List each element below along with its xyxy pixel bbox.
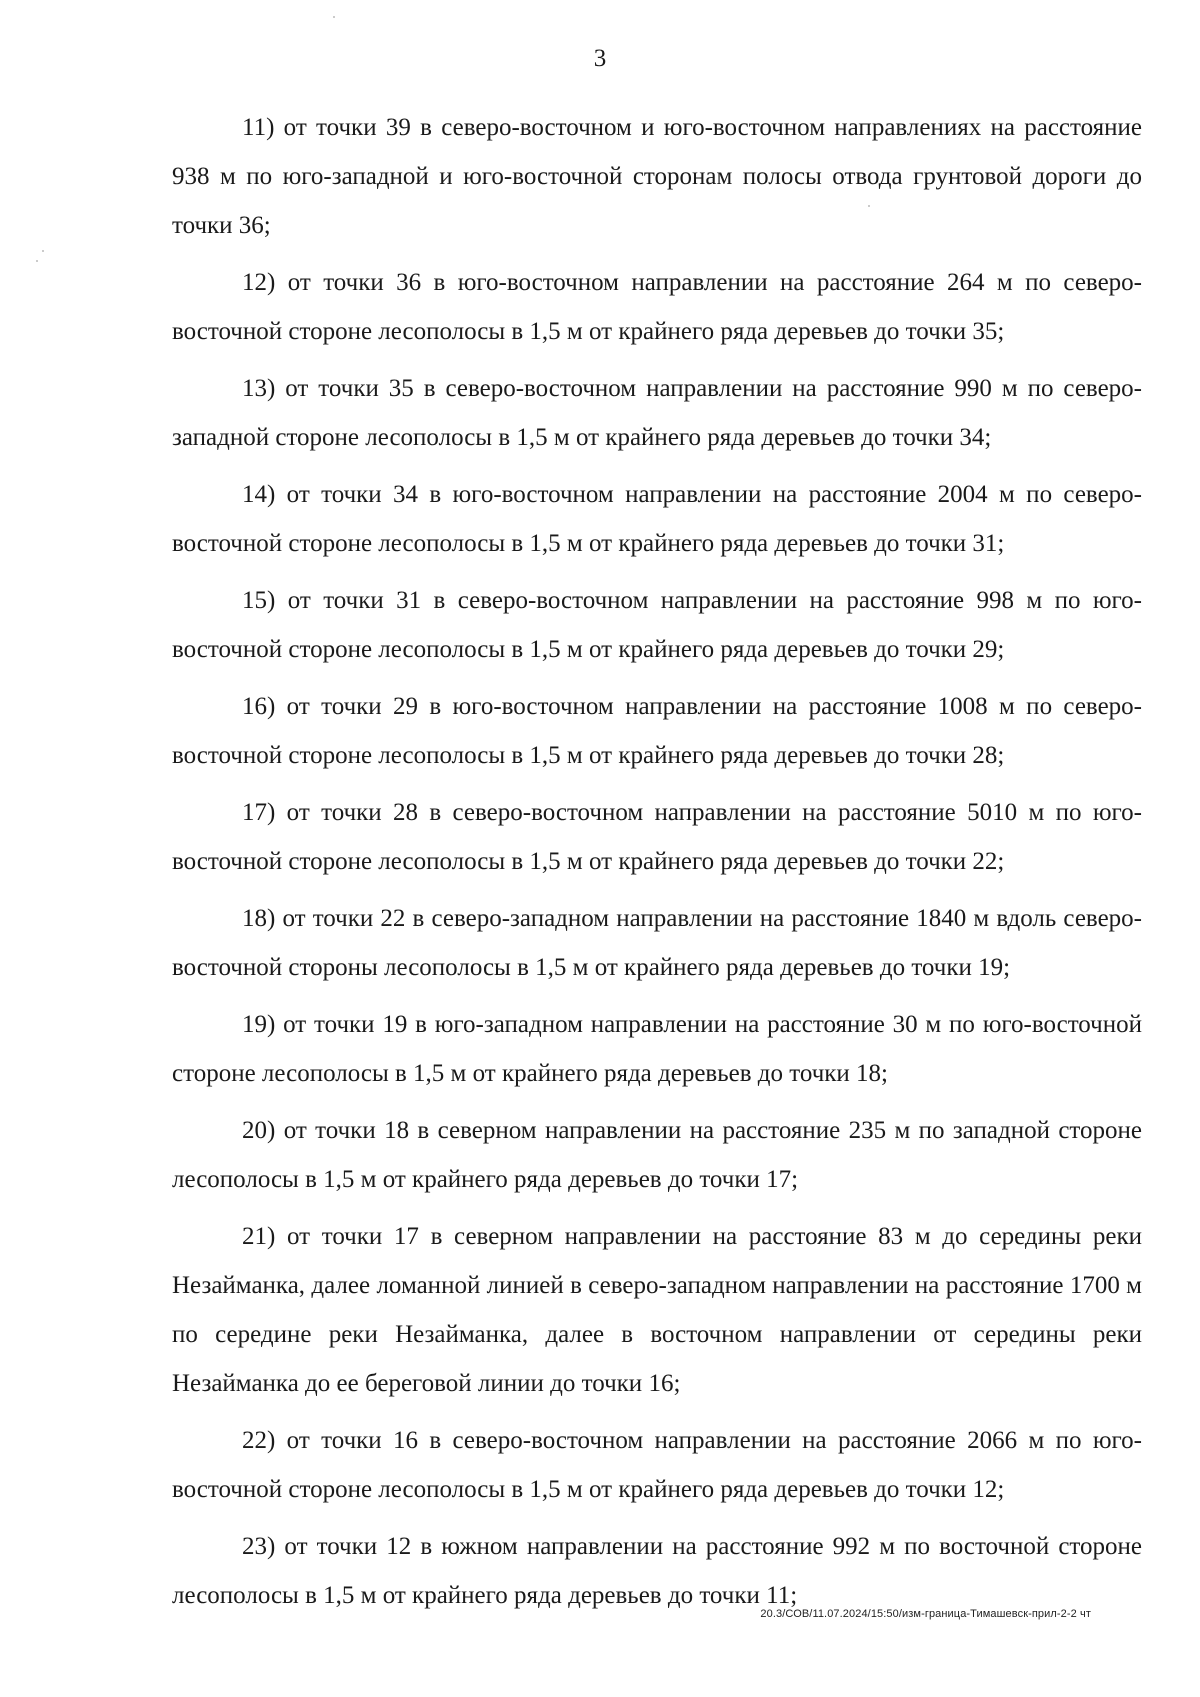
paragraph-19: 19) от точки 19 в юго-западном направлении на расстояние 30 м по юго-восточной стороне лесополосы в 1,5 м от крайнего ряда деревьев до точки 18; [172, 1011, 1142, 1087]
paragraph-18: 18) от точки 22 в северо-западном направлении на расстояние 1840 м вдоль северо-восточной стороны лесополосы в 1,5 м от крайнего ряда деревьев до точки 19; [172, 905, 1142, 981]
paragraph-15: 15) от точки 31 в северо-восточном направлении на расстояние 998 м по юго-восточной стороне лесополосы в 1,5 м от крайнего ряда деревьев до точки 29; [172, 587, 1142, 663]
paragraph-17: 17) от точки 28 в северо-восточном направлении на расстояние 5010 м по юго-восточной стороне лесополосы в 1,5 м от крайнего ряда деревьев до точки 22; [172, 799, 1142, 875]
paragraph-13: 13) от точки 35 в северо-восточном направлении на расстояние 990 м по северо-западной стороне лесополосы в 1,5 м от крайнего ряда деревьев до точки 34; [172, 375, 1142, 451]
document-footer-code: 20.3/СОВ/11.07.2024/15:50/изм-граница-Тимашевск-прил-2-2 чт [760, 1608, 1091, 1620]
scan-speck [36, 260, 38, 262]
paragraph-23: 23) от точки 12 в южном направлении на расстояние 992 м по восточной стороне лесополосы в 1,5 м от крайнего ряда деревьев до точки 11; [172, 1533, 1142, 1609]
paragraph-20: 20) от точки 18 в северном направлении на расстояние 235 м по западной стороне лесополосы в 1,5 м от крайнего ряда деревьев до точки 17; [172, 1117, 1142, 1193]
paragraph-21: 21) от точки 17 в северном направлении на расстояние 83 м до середины реки Незайманка, далее ломанной линией в северо-западном направлении на расстояние 1700 м по середине реки Незайманка, далее в восточном направлении от середины реки Незайманка до ее береговой линии до точки 16; [172, 1223, 1142, 1397]
paragraph-16: 16) от точки 29 в юго-восточном направлении на расстояние 1008 м по северо-восточной стороне лесополосы в 1,5 м от крайнего ряда деревьев до точки 28; [172, 693, 1142, 769]
paragraph-14: 14) от точки 34 в юго-восточном направлении на расстояние 2004 м по северо-восточной стороне лесополосы в 1,5 м от крайнего ряда деревьев до точки 31; [172, 481, 1142, 557]
paragraph-11: 11) от точки 39 в северо-восточном и юго-восточном направлениях на расстояние 938 м по юго-западной и юго-восточной сторонам полосы отвода грунтовой дороги до точки 36; [172, 114, 1142, 239]
paragraph-12: 12) от точки 36 в юго-восточном направлении на расстояние 264 м по северо-восточной стороне лесополосы в 1,5 м от крайнего ряда деревьев до точки 35; [172, 269, 1142, 345]
document-body [172, 103, 1142, 1628]
scan-speck [333, 16, 335, 18]
paragraph-22: 22) от точки 16 в северо-восточном направлении на расстояние 2066 м по юго-восточной стороне лесополосы в 1,5 м от крайнего ряда деревьев до точки 12; [172, 1427, 1142, 1503]
page-number: 3 [593, 45, 607, 72]
scan-speck [42, 250, 44, 252]
